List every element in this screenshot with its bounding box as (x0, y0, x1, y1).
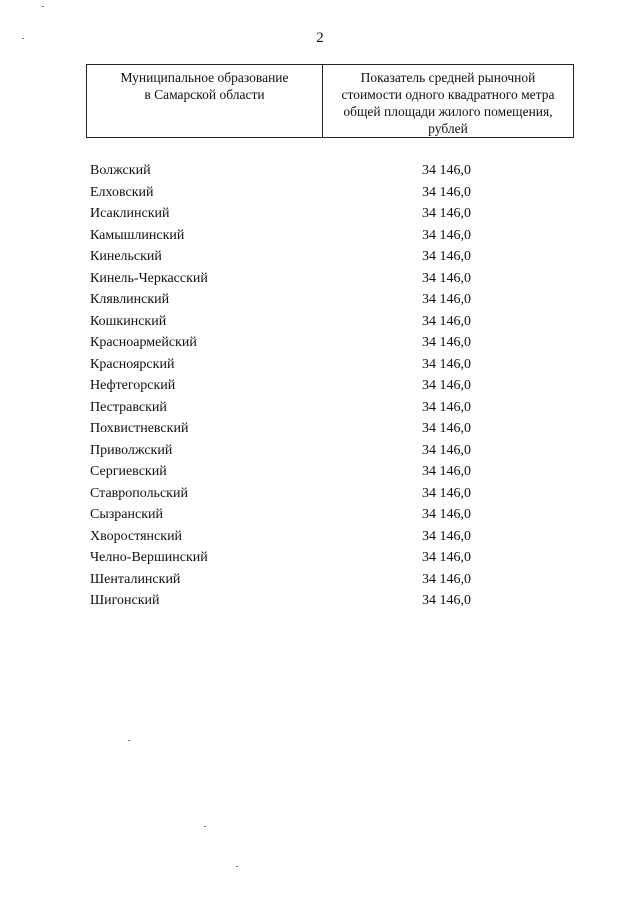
municipality-name: Красноярский (90, 356, 175, 372)
price-value: 34 146,0 (422, 249, 471, 264)
price-value: 34 146,0 (422, 485, 471, 501)
table-row (90, 270, 530, 292)
municipality-name: Елховский (90, 184, 154, 200)
table-row (90, 205, 530, 227)
price-value: 34 146,0 (422, 593, 471, 608)
page-number: 2 (316, 30, 324, 46)
table-header (86, 64, 574, 138)
table-row (90, 248, 530, 270)
scan-speck (22, 38, 24, 39)
scan-speck (128, 740, 130, 741)
price-value: 34 146,0 (422, 378, 471, 393)
header-municipality-line: в Самарской области (144, 87, 265, 102)
table-row (90, 399, 530, 421)
table-row (90, 571, 530, 593)
header-indicator-line: стоимости одного квадратного метра (341, 87, 555, 102)
municipality-name: Хворостянский (90, 528, 183, 544)
table-row (90, 485, 530, 507)
header-indicator-line: Показатель средней рыночной (360, 70, 536, 85)
header-indicator (323, 65, 573, 137)
table-row (90, 506, 530, 528)
table-row (90, 184, 530, 206)
municipality-name: Приволжский (90, 442, 173, 458)
scan-speck (236, 866, 238, 867)
price-value: 34 146,0 (422, 550, 471, 565)
price-value: 34 146,0 (422, 442, 471, 458)
price-value: 34 146,0 (422, 270, 471, 286)
price-value: 34 146,0 (422, 292, 471, 307)
municipality-name: Ставропольский (90, 485, 188, 501)
municipality-name: Клявлинский (90, 292, 170, 307)
table-row (90, 356, 530, 378)
table-row (90, 442, 530, 464)
municipality-name: Кошкинский (90, 313, 167, 329)
price-value: 34 146,0 (422, 507, 471, 522)
scan-speck (42, 6, 44, 7)
municipality-name: Шенталинский (90, 571, 181, 587)
price-value: 34 146,0 (422, 571, 471, 587)
table-row (90, 377, 530, 399)
price-value: 34 146,0 (422, 464, 471, 479)
price-value: 34 146,0 (422, 335, 471, 350)
header-municipality-line: Муниципальное образование (120, 70, 289, 85)
header-indicator-line: рублей (428, 121, 468, 136)
price-value: 34 146,0 (422, 227, 471, 243)
municipality-name: Похвистневский (90, 421, 189, 436)
table-row (90, 592, 530, 614)
price-value: 34 146,0 (422, 356, 471, 372)
municipality-name: Шигонский (90, 593, 160, 608)
municipality-name: Сергиевский (90, 464, 167, 479)
price-value: 34 146,0 (422, 528, 471, 544)
municipality-name: Волжский (90, 163, 151, 178)
municipality-name: Кинельский (90, 249, 162, 264)
municipality-name: Красноармейский (90, 335, 197, 350)
price-value: 34 146,0 (422, 163, 471, 178)
municipality-name: Сызранский (90, 507, 163, 522)
price-value: 34 146,0 (422, 313, 471, 329)
municipality-name: Исаклинский (90, 206, 170, 221)
price-value: 34 146,0 (422, 184, 471, 200)
table-row (90, 313, 530, 335)
table-body (90, 162, 530, 614)
municipality-name: Пестравский (90, 399, 167, 415)
table-row (90, 549, 530, 571)
municipality-name: Камышлинский (90, 227, 185, 243)
table-row (90, 463, 530, 485)
price-value: 34 146,0 (422, 399, 471, 415)
table-row (90, 528, 530, 550)
table-row (90, 162, 530, 184)
scan-speck (204, 826, 206, 827)
table-row (90, 420, 530, 442)
table-row (90, 334, 530, 356)
municipality-name: Кинель-Черкасский (90, 270, 208, 286)
price-value: 34 146,0 (422, 421, 471, 436)
header-municipality (87, 65, 323, 137)
header-indicator-line: общей площади жилого помещения, (343, 104, 553, 119)
table-row (90, 291, 530, 313)
price-value: 34 146,0 (422, 206, 471, 221)
municipality-name: Челно-Вершинский (90, 550, 208, 565)
municipality-name: Нефтегорский (90, 378, 176, 393)
table-row (90, 227, 530, 249)
